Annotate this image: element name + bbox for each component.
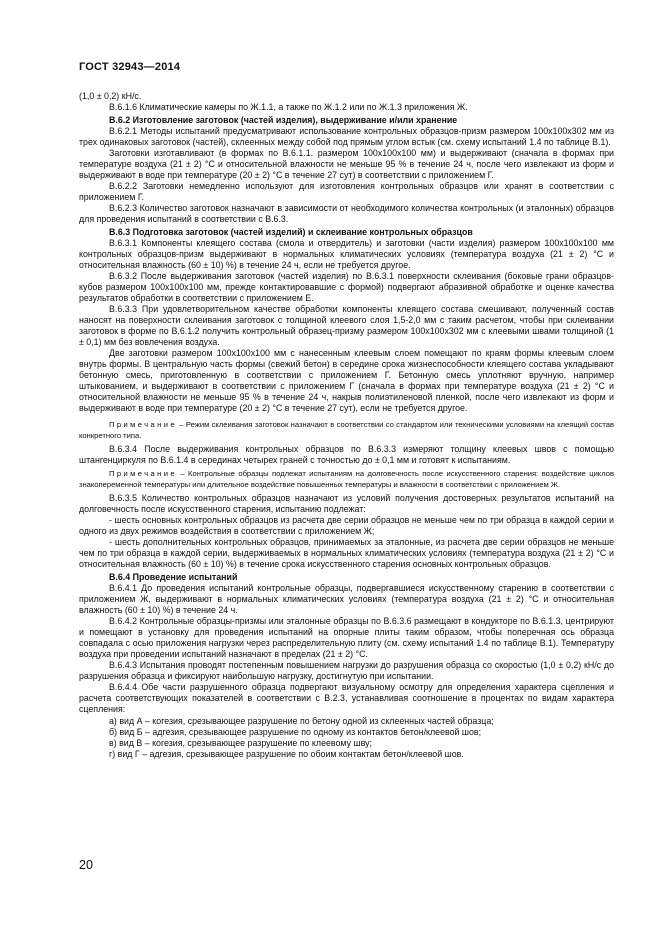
- note-text: – Режим склеивания заготовок назначают в соответствии со стандартом или техническими условиями на клеящий состав конкретного типа.: [79, 420, 614, 440]
- section-heading: В.6.3 Подготовка заготовок (частей изделий) и склеивание контрольных образцов: [109, 226, 473, 237]
- paragraph: Две заготовки размером 100х100х100 мм с нанесенным клеевым слоем помещают по краям формы клеевым слоем внутрь формы. В центральную часть формы (свежий бетон) в середине срока жизнеспособности клеящего состава укладывают бетонную смесь, приготовленную в соответствии с приложением Г. Бетонную смесь уплотняют вручную, например штыкованием, и выдерживают в соответствии с приложением Г (сначала в формах при температуре воздуха (21 ± 2) °С и относительной влажности не меньше 95 % в течение 24 ч, накрыв полиэтиленовой пленкой, после чего извлекают из форм и выдерживают в воде при температуре (20 ± 2) °С в течение 27 сут), если не требуется другое.: [79, 348, 614, 414]
- paragraph: В.6.4.1 До проведения испытаний контрольные образцы, подвергавшиеся искусственному старению в соответствии с приложением Ж, выдерживают в нормальных климатических условиях (температура воздуха (21 ± 2) °С и относительная влажность (60 ± 10) %) в течение 24 ч.: [79, 582, 614, 616]
- paragraph: (1,0 ± 0,2) кН/с.: [79, 91, 142, 101]
- note-label: Примечание: [109, 469, 177, 479]
- note-label: Примечание: [109, 420, 177, 430]
- note: [79, 469, 614, 490]
- paragraph: В.6.4.2 Контрольные образцы-призмы или эталонные образцы по В.6.3.6 размещают в кондукторе по В.6.1.3, центрируют и помещают в установку для проведения испытаний на опорные плиты таким образом, чтобы поперечная ось образца совпадала с осью приложения нагрузки через распределительную плиту (см. схему испытаний 1.4 по таблице В.1). Температуру воздуха при проведении испытаний назначают в пределах (21 ± 2) °С.: [79, 616, 614, 660]
- list-item: г) вид Г – адгезия, срезывающее разрушение по обоим контактам бетон/клеевой шов.: [109, 748, 464, 759]
- note: [79, 420, 614, 441]
- paragraph: В.6.3.3 При удовлетворительном качестве обработки компоненты клеящего состава смешивают, полученный состав наносят на поверхности склеивания заготовок с толщиной клеевого слоя 1,5-2,0 мм с таким расчетом, чтобы при склеивании заготовок в форме по В.6.1.2 получить контрольный образец-призму размером 100х100х302 мм с клеевыми швами толщиной (1 ± 0,1) мм без вовлечения воздуха.: [79, 303, 614, 348]
- list-item: - шесть дополнительных контрольных образцов, принимаемых за эталонные, из расчета две серии образцов не меньше чем по три образца в каждой серии, выдерживаемых в нормальных климатических условиях (температура воздуха (21 ± 2) °С и относительная влажность (60 ± 10) %) в течение срока искусственного старения основных контрольных образцов.: [79, 537, 614, 570]
- paragraph: В.6.3.2 После выдерживания заготовок (частей изделия) по В.6.3.1 поверхности склеивания (боковые грани образцов-кубов размером 100х100х100 мм, прежде контактировавшие с формой) подвергают абразивной обработке и оценке качества результатов обработки в соответствии с приложением Е.: [79, 270, 614, 303]
- paragraph: В.6.2.3 Количество заготовок назначают в зависимости от необходимого количества контрольных (и эталонных) образцов для проведения испытаний в соответствии с В.6.3.: [79, 202, 614, 225]
- paragraph: В.6.2.1 Методы испытаний предусматривают использование контрольных образцов-призм размером 100х100х302 мм из трех одинаковых заготовок (частей), склеенных между собой под прямым углом встык (см. схему испытаний 1.4 по таблице В.1).: [79, 125, 614, 147]
- paragraph: В.6.4.4 Обе части разрушенного образца подвергают визуальному осмотру для определения характера сцепления и расчета соответствующих показателей в соответствии с В.2.3, устанавливая соотношение в процентах по видам характера сцепления:: [79, 682, 614, 715]
- paragraph: В.6.1.6 Климатические камеры по Ж.1.1, а также по Ж.1.2 или по Ж.1.3 приложения Ж.: [109, 102, 468, 113]
- section-heading: В.6.2 Изготовление заготовок (частей изделия), выдерживание и/или хранение: [109, 114, 458, 125]
- list-item: а) вид А – когезия, срезывающее разрушение по бетону одной из склеенных частей образца;: [109, 715, 494, 726]
- standard-header: ГОСТ 32943—2014: [79, 61, 181, 73]
- note-text: – Контрольные образцы подлежат испытаниям на долговечность после искусственного старения: воздействие циклов знакопеременной температуры или длительное воздействие повышенных температуры и влажности в соответствии с приложением Ж.: [79, 469, 614, 489]
- list-item: - шесть основных контрольных образцов из расчета две серии образцов не меньше чем по три образца в каждой серии и одного из двух режимов воздействия в соответствии с приложением Ж;: [79, 515, 614, 537]
- paragraph: В.6.3.1 Компоненты клеящего состава (смола и отвердитель) и заготовки (части изделия) размером 100х100х100 мм контрольных образцов-призм выдерживают в нормальных климатических условиях (температура воздуха (21 ± 2) °С и относительная влажность (60 ± 10) %) в течение 24 ч, если не требуется другое.: [79, 237, 614, 270]
- paragraph: В.6.2.2 Заготовки немедленно используют для изготовления контрольных образцов или хранят в соответствии с приложением Г.: [79, 180, 614, 202]
- page-number: 20: [79, 858, 93, 872]
- list-item: б) вид Б – адгезия, срезывающее разрушение по одному из контактов бетон/клеевой шов;: [109, 726, 482, 737]
- document-body: [79, 91, 614, 760]
- list-item: в) вид В – когезия, срезывающее разрушение по клеевому шву;: [109, 737, 372, 748]
- paragraph: В.6.4.3 Испытания проводят постепенным повышением нагрузки до разрушения образца со скоростью (1,0 ± 0,2) кН/с до разрушения образца и фиксируют наибольшую нагрузку, достигнутую при испытании.: [79, 660, 614, 682]
- section-heading: В.6.4 Проведение испытаний: [109, 571, 238, 582]
- paragraph: Заготовки изготавливают (в формах по В.6.1.1. размером 100х100х100 мм) и выдерживают (сначала в формах при температуре воздуха (21 ± 2) °С и относительной влажности не меньше 95 % в течение 24 ч, после чего извлекают из форм и выдерживают в воде при температуре (20 ± 2) °С в течение 27 сут) в соответствии с приложением Г.: [79, 147, 614, 180]
- paragraph: В.6.3.5 Количество контрольных образцов назначают из условий получения достоверных результатов испытаний на долговечность после искусственного старения, испытанию подлежат:: [79, 493, 614, 515]
- paragraph: В.6.3.4 После выдерживания контрольных образцов по В.6.3.3 измеряют толщину клеевых швов с помощью штангенциркуля по В.6.1.4 в серединах четырех граней с точностью до ± 0,1 мм и готовят к испытаниям.: [79, 444, 614, 466]
